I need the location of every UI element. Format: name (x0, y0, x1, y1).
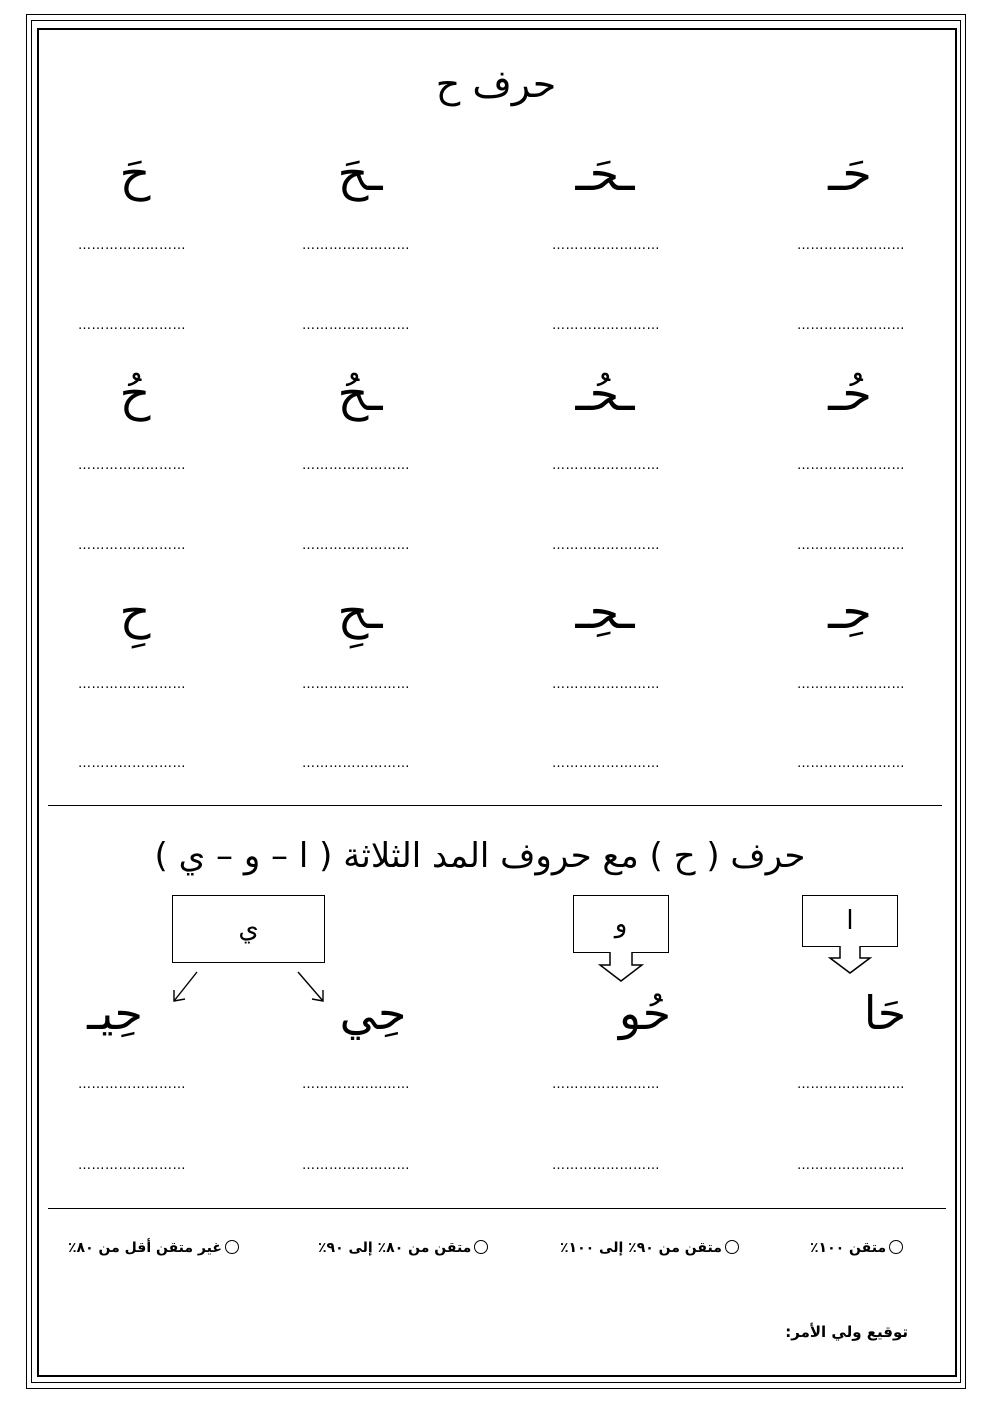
glyph-damma-initial: حُـ (828, 366, 872, 422)
glyph-fatha-medial: ـحَـ (575, 146, 635, 202)
writing-line[interactable]: …………………… (302, 1158, 410, 1173)
legend-item-mastered[interactable]: متقن ١٠٠٪ (810, 1240, 906, 1256)
glyph-kasra-final: ـحِ (337, 584, 383, 640)
writing-line[interactable]: …………………… (78, 756, 186, 771)
writing-line[interactable]: …………………… (552, 756, 660, 771)
radio-circle-icon[interactable] (725, 1240, 739, 1254)
word-ha-waw: حُو (618, 986, 672, 1040)
writing-line[interactable]: …………………… (552, 238, 660, 253)
legend-item-80-90[interactable]: متقن من ٨٠٪ إلى ٩٠٪ (318, 1240, 491, 1256)
writing-line[interactable]: …………………… (302, 458, 410, 473)
radio-circle-icon[interactable] (889, 1240, 903, 1254)
word-ha-ya-medial: حِيـ (87, 986, 143, 1040)
writing-line[interactable]: …………………… (552, 677, 660, 692)
writing-line[interactable]: …………………… (78, 677, 186, 692)
section-divider (48, 1208, 946, 1209)
writing-line[interactable]: …………………… (797, 1077, 905, 1092)
writing-line[interactable]: …………………… (552, 1158, 660, 1173)
writing-line[interactable]: …………………… (797, 756, 905, 771)
parent-signature-label: توقيع ولي الأمر: (785, 1323, 908, 1341)
glyph-fatha-initial: حَـ (828, 146, 872, 202)
section-heading: حرف ( ح ) مع حروف المد الثلاثة ( ا – و – ي ) (154, 836, 806, 876)
writing-line[interactable]: …………………… (797, 538, 905, 553)
radio-circle-icon[interactable] (225, 1240, 239, 1254)
writing-line[interactable]: …………………… (78, 538, 186, 553)
glyph-damma-isolated: حُ (119, 366, 151, 422)
split-arrows-icon (165, 968, 335, 1008)
writing-line[interactable]: …………………… (78, 318, 186, 333)
writing-line[interactable]: …………………… (552, 1077, 660, 1092)
writing-line[interactable]: …………………… (302, 756, 410, 771)
alif-box: ا (802, 895, 898, 947)
down-arrow-icon (828, 946, 872, 974)
writing-line[interactable]: …………………… (78, 238, 186, 253)
down-arrow-icon (598, 952, 644, 982)
section-divider (48, 805, 942, 806)
legend-item-90-100[interactable]: متقن من ٩٠٪ إلى ١٠٠٪ (560, 1240, 742, 1256)
writing-line[interactable]: …………………… (302, 538, 410, 553)
writing-line[interactable]: …………………… (797, 677, 905, 692)
legend-item-below-80[interactable]: غير متقن أقل من ٨٠٪ (68, 1240, 242, 1256)
page-title: حرف ح (435, 62, 557, 106)
glyph-kasra-isolated: حِ (119, 584, 151, 640)
word-ha-ya-final: حِي (339, 986, 407, 1040)
glyph-kasra-initial: حِـ (828, 584, 872, 640)
writing-line[interactable]: …………………… (78, 458, 186, 473)
waw-box: و (573, 895, 669, 953)
writing-line[interactable]: …………………… (302, 238, 410, 253)
writing-line[interactable]: …………………… (552, 318, 660, 333)
writing-line[interactable]: …………………… (552, 458, 660, 473)
glyph-damma-medial: ـحُـ (575, 366, 635, 422)
writing-line[interactable]: …………………… (797, 318, 905, 333)
writing-line[interactable]: …………………… (797, 238, 905, 253)
writing-line[interactable]: …………………… (302, 677, 410, 692)
radio-circle-icon[interactable] (474, 1240, 488, 1254)
writing-line[interactable]: …………………… (797, 1158, 905, 1173)
glyph-fatha-final: ـحَ (337, 146, 383, 202)
inner-border (37, 28, 957, 1377)
writing-line[interactable]: …………………… (302, 1077, 410, 1092)
word-ha-alif: حَا (863, 986, 907, 1040)
writing-line[interactable]: …………………… (78, 1158, 186, 1173)
glyph-kasra-medial: ـحِـ (575, 584, 635, 640)
glyph-damma-final: ـحُ (337, 366, 383, 422)
writing-line[interactable]: …………………… (302, 318, 410, 333)
writing-line[interactable]: …………………… (78, 1077, 186, 1092)
ya-box: ي (172, 895, 325, 963)
writing-line[interactable]: …………………… (552, 538, 660, 553)
glyph-fatha-isolated: حَ (119, 146, 151, 202)
writing-line[interactable]: …………………… (797, 458, 905, 473)
